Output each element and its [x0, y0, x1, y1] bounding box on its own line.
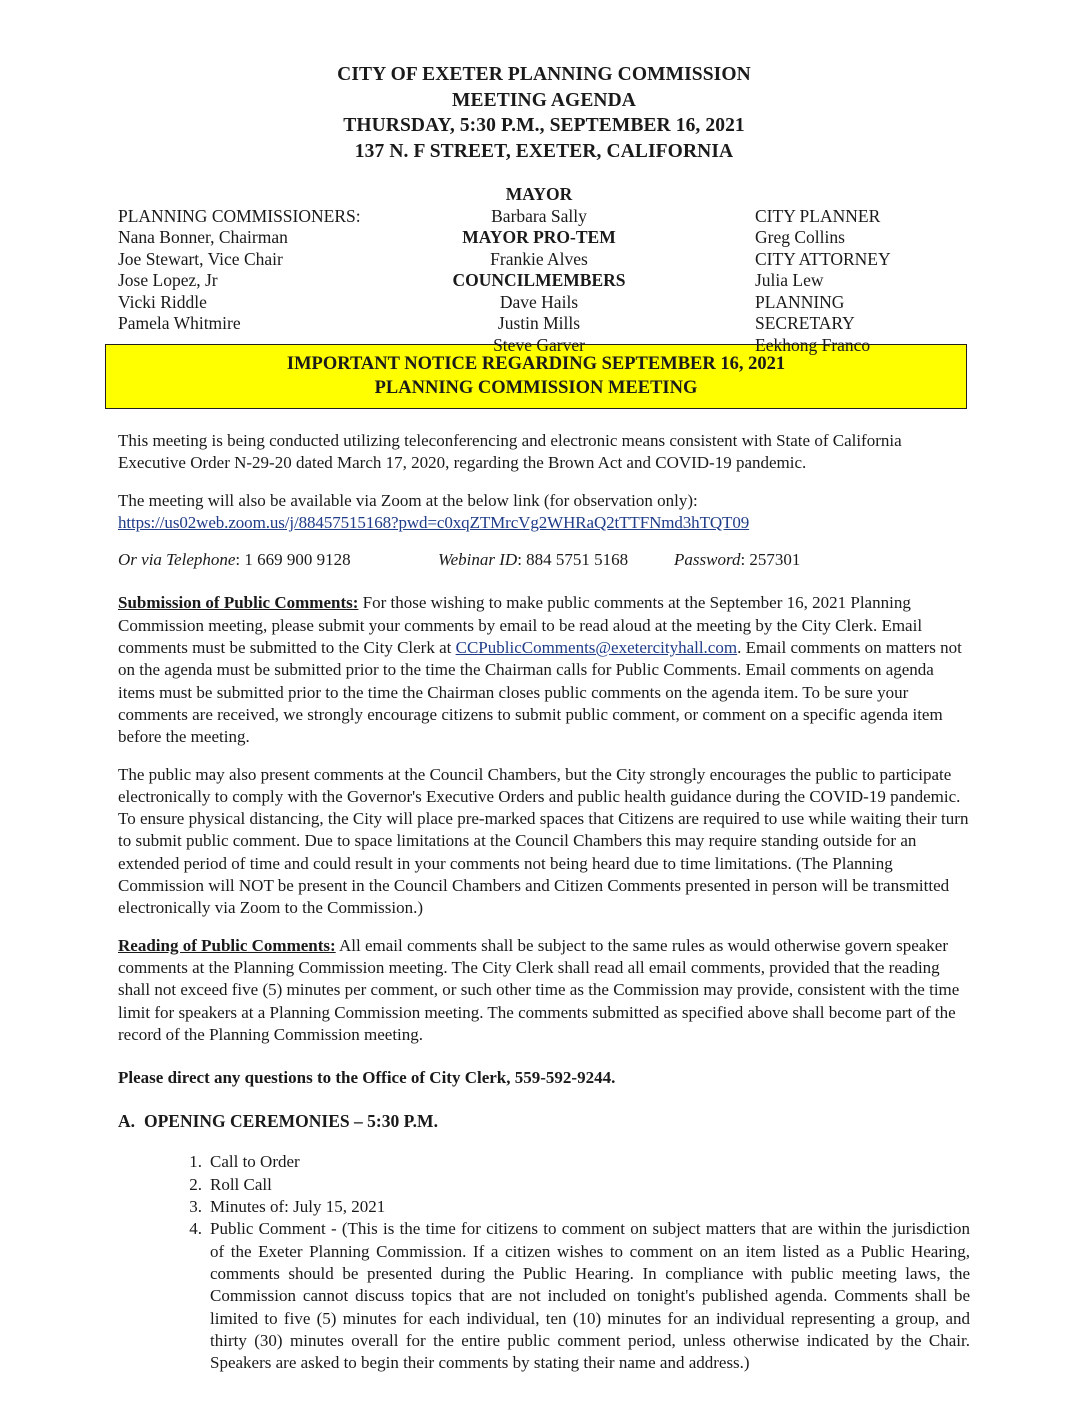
zoom-intro-text: The meeting will also be available via Zoom at the below link (for observation only): — [118, 490, 698, 510]
mayor-label: MAYOR — [505, 184, 573, 204]
mayor-pro-tem-label: MAYOR PRO-TEM — [462, 227, 616, 247]
commissioner-name: Joe Stewart, Vice Chair — [118, 248, 283, 269]
list-item-label: Public Comment - (This is the time for citizens to comment on subject matters that are within the jurisdiction of the Exeter Planning Commission. If a citizen wishes to comment on an item listed as a Public Hearing, comments should be presented during the Public Hearing. In compliance with public meeting laws, the Commission cannot discuss topics that are not included on tonight's published agenda. Comments shall be limited to five (5) minutes for each individual, ten (10) minutes for an individual representing a group, and thirty (30) minutes overall for the entire public comment period, unless otherwise indicated by the Chair. Speakers are asked to begin their comments by stating their name and address.) — [210, 1219, 970, 1373]
password-entry — [674, 549, 800, 571]
telephone-label: Or via Telephone — [118, 550, 236, 570]
list-item-label: Minutes of: July 15, 2021 — [210, 1197, 386, 1217]
councilmembers-label: COUNCILMEMBERS — [452, 270, 626, 290]
list-item-label: Roll Call — [210, 1174, 272, 1194]
dial-in-row — [118, 549, 970, 571]
planning-label: PLANNING — [755, 291, 845, 312]
notice-line-1: IMPORTANT NOTICE REGARDING SEPTEMBER 16, 2021 — [286, 354, 786, 374]
section-a-title: OPENING CEREMONIES – 5:30 P.M. — [144, 1111, 438, 1132]
mayor-pro-tem-name: Frankie Alves — [490, 248, 588, 269]
zoom-link-line — [118, 512, 970, 534]
submission-heading: Submission of Public Comments: — [118, 593, 359, 613]
section-a-letter: A. — [118, 1111, 136, 1132]
telephone-value: : 1 669 900 9128 — [235, 550, 351, 570]
section-a-heading — [118, 1110, 970, 1132]
public-attendance-paragraph: The public may also present comments at the Council Chambers, but the City strongly encourages the public to participate electronically to comply with the Governor's Executive Orders and public health guidance during the COVID-19 pandemic. To ensure physical distancing, the City will place pre-marked spaces that Citizens are required to use while waiting their turn to submit public comment. Due to space limitations at the Council Chambers this may require standing outside for an extended period of time and could result in your comments not being heard due to time limitations. (The Planning Commission will NOT be present in the Council Chambers and Citizen Comments presented in person will be transmitted electronically via Zoom to the Commission.) — [118, 764, 969, 918]
councilmember-name: Dave Hails — [499, 291, 579, 312]
page-content — [118, 62, 970, 1374]
list-item-label: Call to Order — [210, 1152, 300, 1172]
council-column — [414, 184, 664, 356]
commissioner-name: Nana Bonner, Chairman — [118, 227, 288, 247]
submission-paragraph — [118, 592, 970, 748]
submission-text-before-email: For those wishing to make public comments at the September 16, 2021 Planning Commission meeting, please submit your comments by email to be read aloud at the meeting by the City Clerk. Email comments must be submitted to the City Clerk at — [118, 593, 923, 658]
commissioner-name: Jose Lopez, Jr — [118, 270, 218, 290]
teleconference-paragraph: This meeting is being conducted utilizing teleconferencing and electronic means consistent with State of California Executive Order N-29-20 dated March 17, 2020, regarding the Brown Act and COVID-19 pandemic. — [118, 431, 902, 473]
list-item — [118, 1151, 970, 1173]
password-value: : 257301 — [740, 550, 801, 570]
webinar-id-entry — [438, 549, 628, 571]
reading-text: All email comments shall be subject to the same rules as would otherwise govern speaker comments at the Planning Commission meeting. The City Clerk shall read all email comments, provided that the reading shall not exceed five (5) minutes per comment, or such other time as the Commission may provide, consistent with the time limit for speakers at a Planning Commission meeting. The comments submitted as specified above shall become part of the record of the Planning Commission meeting. — [118, 935, 960, 1044]
title-line-1: CITY OF EXETER PLANNING COMMISSION — [337, 64, 751, 85]
councilmember-name: Steve Garver — [493, 334, 585, 355]
list-item — [118, 1196, 970, 1218]
public-comments-email-link[interactable]: CCPublicComments@exetercityhall.com — [455, 638, 738, 658]
commissioner-name: Pamela Whitmire — [118, 313, 241, 333]
reading-heading: Reading of Public Comments: — [118, 935, 336, 955]
reading-paragraph — [118, 935, 970, 1046]
list-item-number: 2. — [189, 1174, 202, 1194]
page-title — [118, 62, 970, 164]
councilmember-name: Justin Mills — [497, 313, 581, 333]
notice-line-2: PLANNING COMMISSION MEETING — [374, 378, 698, 398]
city-planner-name: Greg Collins — [755, 227, 845, 247]
list-item-number: 1. — [189, 1152, 202, 1172]
zoom-meeting-link[interactable]: https://us02web.zoom.us/j/88457515168?pwd=c0xqZTMrcVg2WHRaQ2tTTFNmd3hTQT09 — [118, 512, 750, 532]
officials-block — [118, 184, 970, 355]
planning-secretary-name: Eekhong Franco — [755, 334, 871, 355]
submission-text-after-email: . Email comments on matters not on the agenda must be submitted prior to the time the Chairman calls for Public Comments. Email comments on agenda items must be submitted prior to the time the Chairman closes public comments on the agenda item. To be sure your comments are received, we strongly encourage citizens to submit public comment, or comment on a specific agenda item before the meeting. — [118, 638, 962, 747]
webinar-id-value: : 884 5751 5168 — [517, 550, 629, 570]
planning-commissioners-heading: PLANNING COMMISSIONERS: — [118, 205, 361, 226]
telephone-entry — [118, 549, 351, 571]
planning-commissioners-column — [118, 206, 361, 335]
questions-line: Please direct any questions to the Office of City Clerk, 559-592-9244. — [118, 1068, 616, 1088]
commissioner-name: Vicki Riddle — [118, 291, 207, 312]
list-item-number: 3. — [189, 1197, 202, 1217]
title-line-2: MEETING AGENDA — [452, 89, 636, 111]
city-attorney-name: Julia Lew — [755, 270, 824, 290]
city-planner-label: CITY PLANNER — [755, 205, 881, 226]
city-attorney-label: CITY ATTORNEY — [755, 248, 891, 269]
title-line-4: 137 N. F STREET, EXETER, CALIFORNIA — [354, 140, 734, 162]
list-item-number: 4. — [189, 1219, 202, 1239]
staff-column — [755, 206, 891, 357]
password-label: Password — [674, 550, 741, 570]
webinar-id-label: Webinar ID — [438, 550, 518, 570]
title-line-3: THURSDAY, 5:30 P.M., SEPTEMBER 16, 2021 — [343, 115, 745, 136]
secretary-label: SECRETARY — [755, 313, 855, 333]
list-item — [118, 1218, 970, 1374]
mayor-name: Barbara Sally — [491, 205, 587, 226]
list-item — [118, 1174, 970, 1196]
section-a-item-list — [118, 1151, 970, 1374]
